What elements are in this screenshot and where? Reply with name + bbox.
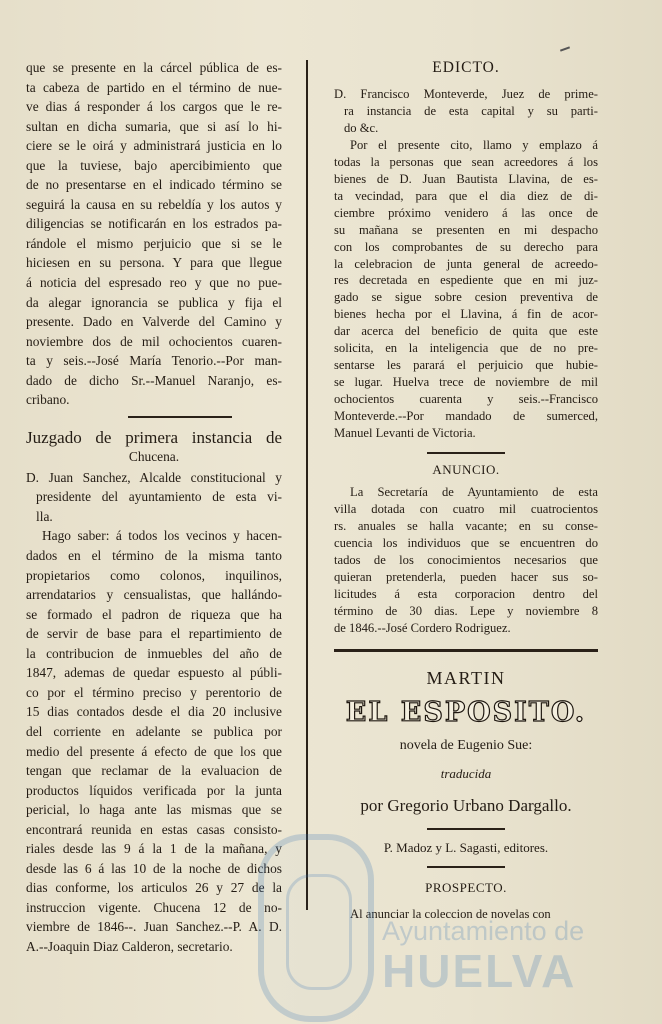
text-line: diligencias se notificarán en los estrados pa- xyxy=(26,216,282,232)
text-line: sentarse les parará el perjuicio que hubie- xyxy=(334,358,598,373)
text-line: desde las 6 á las 10 de la noche de dichos xyxy=(26,860,282,876)
juzgado-section xyxy=(26,428,282,957)
text-line: del corriente en adelante se publica por xyxy=(26,723,282,739)
anuncio-title: ANUNCIO. xyxy=(432,462,500,478)
text-line: bienes hecha por el Llavina, á fin de acor- xyxy=(334,307,598,322)
text-line: de 1846.--José Cordero Rodriguez. xyxy=(334,620,511,635)
text-line: dar acerca del beneficio de quita que este xyxy=(334,324,598,339)
text-line: do &c. xyxy=(344,120,379,135)
text-line: ciere se le oirá y administrará justicia en lo xyxy=(26,138,282,154)
text-line: hiciesen en su persona. Y para que llegue xyxy=(26,255,282,271)
text-line: villa dotada con cuatro mil cuatrocientos xyxy=(334,501,598,516)
text-line: pericial, lo haga ante las mismas que se xyxy=(26,802,282,818)
text-line: ochocientos cuarenta y seis.--Francisco xyxy=(334,392,598,407)
text-line: cribano. xyxy=(26,392,70,408)
text-line: que se presente en la cárcel pública de es- xyxy=(26,60,282,75)
text-line: rándole el mismo perjuicio que si se le xyxy=(26,235,282,251)
prospecto-title: PROSPECTO. xyxy=(425,879,507,895)
text-line: ta cabeza de partido en el término de nue- xyxy=(26,79,282,95)
text-line: bienes de D. Juan Bautista Llavina, de es- xyxy=(334,171,598,186)
section-divider xyxy=(427,866,505,868)
text-line: á noticia del espresado reo y que no pue- xyxy=(26,275,282,291)
section-divider xyxy=(427,452,505,454)
text-line: Monteverde.--Por mandado de sumerced, xyxy=(334,409,598,424)
text-line: tados de los conocimientos necesarios que xyxy=(334,552,598,567)
text-line: se formado el padron de riqueza que ha xyxy=(26,606,282,622)
watermark-line2: HUELVA xyxy=(382,945,577,997)
text-line: arrendatarios y censualistas, que hallándo- xyxy=(26,587,282,603)
text-line: ta y seis.--José María Tenorio.--Por man- xyxy=(26,353,282,369)
text-line: presente. Dado en Valverde del Camino y xyxy=(26,314,282,330)
text-line: Manuel Levanti de Victoria. xyxy=(334,426,476,441)
text-line: solicita, en la inteligencia que de no pre- xyxy=(334,341,598,356)
text-line: ra instancia de esta capital y su parti- xyxy=(344,103,598,118)
text-line: se lugar. Huelva trece de noviembre de mil xyxy=(334,375,598,390)
text-line: todas la personas que sean acreedores á los xyxy=(334,154,598,169)
text-line: la celebracion de junta general de acreedo- xyxy=(334,256,598,271)
text-line: La Secretaría de Ayuntamiento de esta xyxy=(350,485,598,500)
anuncio-section xyxy=(334,484,598,637)
text-line: dias conforme, los articulos 26 y 27 de la xyxy=(26,880,282,896)
text-line: 15 dias contados desde el dia 20 inclusive xyxy=(26,704,282,720)
text-line: instruccion vigente. Chucena 12 de no- xyxy=(26,899,282,915)
column-rule xyxy=(306,60,308,910)
text-line: gado se sigue sobre cesion preventiva de xyxy=(334,290,598,305)
section-divider xyxy=(128,416,232,418)
text-line: co por el término preciso y perentorio de xyxy=(26,684,282,700)
section-divider xyxy=(334,649,598,652)
text-line: con los comprobantes de su derecho para xyxy=(334,239,598,254)
text-line: término de 30 dias. Lepe y noviembre 8 xyxy=(334,603,598,618)
text-line: seguirá la causa en su rebeldía y los autos y xyxy=(26,196,282,212)
novel-editors: P. Madoz y L. Sagasti, editores. xyxy=(383,839,549,855)
text-line: de servir de base para el repartimiento de xyxy=(26,626,282,642)
novel-title-main: EL ESPOSITO. xyxy=(345,696,587,728)
text-line: presidente del ayuntamiento de esta vi- xyxy=(36,489,282,505)
text-line: la contribucion de inmuebles del año de xyxy=(26,645,282,661)
text-line: A.--Joaquin Diaz Calderon, secretario. xyxy=(26,938,233,954)
right-column xyxy=(334,58,598,923)
text-line: lla. xyxy=(36,508,53,524)
text-line: propietarios como colonos, inquilinos, xyxy=(26,567,282,583)
text-line: ciembre próximo venidero á las once de xyxy=(334,205,598,220)
section-divider xyxy=(427,828,505,830)
text-line: dados en el término de la misma tanto xyxy=(26,548,282,564)
text-line: cuencia los individuos que se encuentren do xyxy=(334,535,598,550)
text-line: D. Juan Sanchez, Alcalde constitucional y xyxy=(26,469,282,485)
text-line: ve dias á responder á los cargos que le re- xyxy=(26,99,282,115)
novel-advertisement xyxy=(334,668,598,923)
ink-mark xyxy=(560,46,570,51)
text-line: da alegar ignorancia se publica y fija el xyxy=(26,294,282,310)
section-subheading: Chucena. xyxy=(128,448,180,464)
text-line: rs. anuales se halla vacante; en su conse- xyxy=(334,518,598,533)
text-line: riales desde las 9 á la 1 de la mañana, y xyxy=(26,841,282,857)
text-line: D. Francisco Monteverde, Juez de prime- xyxy=(334,87,598,101)
text-line: dado de dicho Sr.--Manuel Naranjo, es- xyxy=(26,372,282,388)
text-line: sultan en dicha sumaria, que si así lo hi- xyxy=(26,118,282,134)
text-line: encontrará reunida en estas casas consisto- xyxy=(26,821,282,837)
text-line: viembre de 1846--. Juan Sanchez.--P. A. D. xyxy=(26,919,282,935)
text-line: 1847, ademas de quedar espuesto al públi- xyxy=(26,665,282,681)
novel-translated-label: traducida xyxy=(440,765,492,781)
text-line: productos líquidos verificada por la junta xyxy=(26,782,282,798)
text-line: Por el presente cito, llamo y emplazo á xyxy=(350,137,598,152)
novel-title-top: MARTIN xyxy=(426,667,506,688)
text-line: licitudes á esta corporacion dentro del xyxy=(334,586,598,601)
section-heading: Juzgado de primera instancia de xyxy=(26,427,282,447)
text-line: que la tuviese, bajo apercibimiento que xyxy=(26,157,282,173)
edicto-section xyxy=(334,86,598,442)
text-line: su mañana se presenten en mi despacho xyxy=(334,222,598,237)
text-line: res decretada en espediente que en mi juz- xyxy=(334,273,598,288)
text-line: Hago saber: á todos los vecinos y hacen- xyxy=(42,528,282,544)
text-line: de no presentarse en el indicado término se xyxy=(26,177,282,193)
text-line: medio del presente á efecto de que los que xyxy=(26,743,282,759)
text-line: noviembre dos de mil ochocientos cuaren- xyxy=(26,333,282,349)
watermark-line1: Ayuntamiento de xyxy=(382,916,585,946)
text-line: Al anunciar la coleccion de novelas con xyxy=(350,906,551,921)
novel-translator: por Gregorio Urbano Dargallo. xyxy=(360,795,572,815)
text-line: ta vecindad, para que el dia diez de di- xyxy=(334,188,598,203)
text-line: tengan que reclamar de la evaluacion de xyxy=(26,763,282,779)
left-column xyxy=(26,58,282,957)
edicto-title: EDICTO. xyxy=(432,59,500,76)
continuation-text xyxy=(26,58,282,410)
novel-author: novela de Eugenio Sue: xyxy=(399,737,533,753)
text-line: quieran pretenderla, pueden hacer sus so- xyxy=(334,569,598,584)
